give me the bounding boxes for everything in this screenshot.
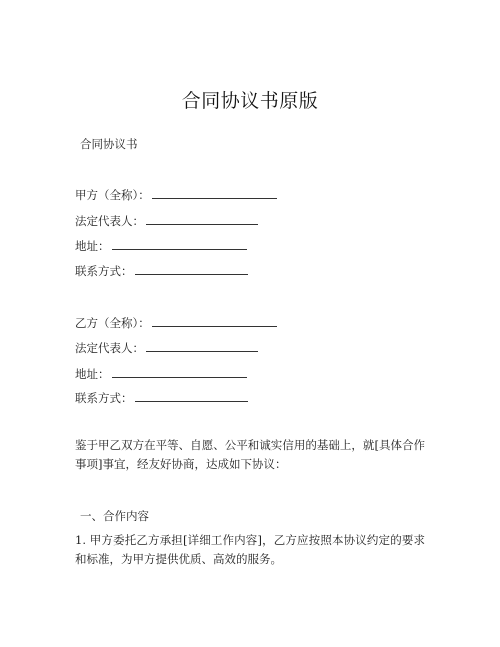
party-a-name-row xyxy=(75,186,277,203)
party-a-contact-row xyxy=(75,262,248,279)
preamble-paragraph: 鉴于甲乙双方在平等、自愿、公平和诚实信用的基础上，就[具体合作事项]事宜，经友好协商，达成如下协议： xyxy=(75,438,425,471)
clause-paragraph: 1. 甲方委托乙方承担[详细工作内容]，乙方应按照本协议约定的要求和标准，为甲方提供优质、高效的服务。 xyxy=(75,533,425,566)
party-b-name-blank xyxy=(152,314,277,327)
section-heading: 一、合作内容 xyxy=(80,509,149,523)
party-a-name-blank xyxy=(152,186,277,199)
party-b-contact-row xyxy=(75,389,248,406)
party-a-address-row xyxy=(75,237,247,254)
party-b-address-label: 地址： xyxy=(75,367,110,381)
party-b-rep-row xyxy=(75,339,258,356)
document-title: 合同协议书原版 xyxy=(181,90,319,112)
document-subtitle: 合同协议书 xyxy=(80,137,138,151)
party-b-contact-blank xyxy=(135,389,248,402)
party-b-name-label: 乙方（全称）： xyxy=(75,316,150,330)
party-a-address-label: 地址： xyxy=(75,239,110,253)
party-b-rep-label: 法定代表人： xyxy=(75,341,144,355)
party-a-rep-label: 法定代表人： xyxy=(75,214,144,228)
party-a-contact-blank xyxy=(135,262,248,275)
party-a-contact-label: 联系方式： xyxy=(75,264,133,278)
party-a-name-label: 甲方（全称）： xyxy=(75,188,150,202)
party-a-rep-blank xyxy=(146,212,258,225)
party-b-rep-blank xyxy=(146,339,258,352)
party-a-rep-row xyxy=(75,212,258,229)
party-b-address-blank xyxy=(112,365,247,378)
party-a-address-blank xyxy=(112,237,247,250)
party-b-address-row xyxy=(75,365,247,382)
party-b-name-row xyxy=(75,314,277,331)
party-b-contact-label: 联系方式： xyxy=(75,391,133,405)
